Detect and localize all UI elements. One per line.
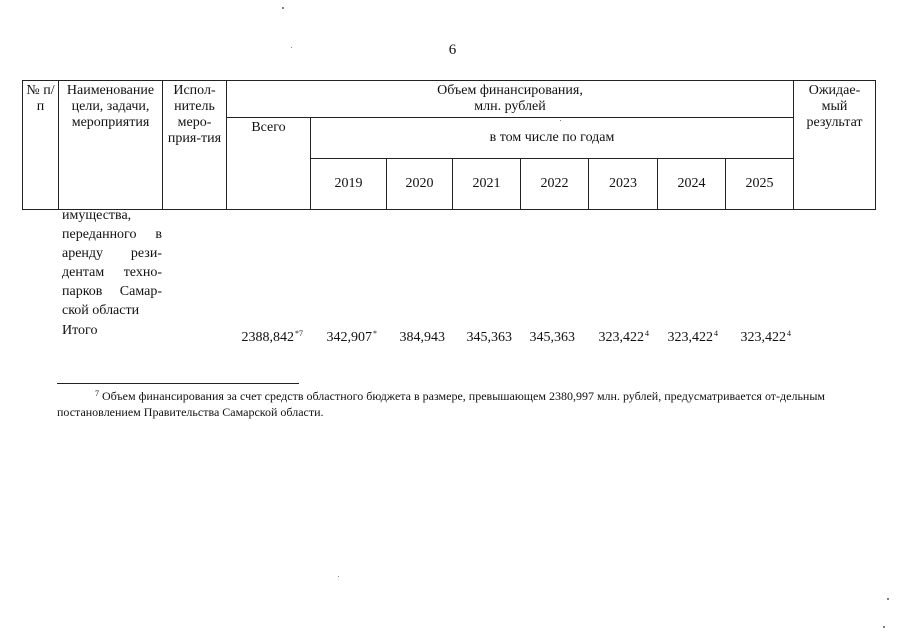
footnote-text: Объем финансирования за счет средств областного бюджета в размере, превышающем 2380,997 млн. рублей, предусматривается от-дельным постановлением Правительства Самарской области. [57, 389, 825, 419]
header-result: Ожидае-мый результат [794, 81, 876, 210]
value-mark: *7 [295, 329, 303, 338]
header-funding [227, 81, 794, 118]
year-2020: 2020 [387, 159, 453, 210]
value-text: 323,422 [598, 330, 644, 345]
scan-speck [883, 626, 885, 628]
value-2024 [668, 329, 719, 346]
footnote-mark: 7 [95, 389, 99, 398]
scan-speck [282, 7, 284, 9]
value-text: 345,363 [466, 330, 512, 345]
value-text: 323,422 [667, 330, 713, 345]
footnote-divider [57, 383, 299, 384]
value-2020 [400, 329, 447, 346]
header-funding-label: Объем финансирования, млн. рублей [437, 83, 583, 114]
value-mark: 4 [714, 329, 718, 338]
value-text: 384,943 [399, 330, 445, 345]
header-total: Всего [227, 118, 311, 210]
value-text: 323,422 [740, 330, 786, 345]
year-2025: 2025 [726, 159, 794, 210]
header-num: № п/п [23, 81, 59, 210]
scan-speck [338, 576, 339, 577]
header-name: Наименование цели, задачи, мероприятия [59, 81, 163, 210]
value-2021 [467, 329, 514, 346]
header-executor: Испол-нитель меро-прия-тия [163, 81, 227, 210]
header-by-years: в том числе по годам [311, 118, 794, 159]
value-2019 [327, 329, 378, 346]
scan-speck [291, 47, 292, 48]
total-row-label: Итого [62, 323, 98, 338]
value-mark: 4 [645, 329, 649, 338]
value-mark: 4 [787, 329, 791, 338]
year-2022: 2022 [521, 159, 589, 210]
value-2022 [530, 329, 577, 346]
value-total [242, 329, 304, 346]
value-text: 345,363 [529, 330, 575, 345]
value-2025 [741, 329, 792, 346]
year-2019: 2019 [311, 159, 387, 210]
year-2024: 2024 [658, 159, 726, 210]
value-mark: * [373, 329, 377, 338]
value-text: 2388,842 [241, 330, 294, 345]
activity-description: имущества, переданного в аренду рези-дентам техно-парков Самар-ской области [62, 208, 162, 318]
scan-speck [887, 598, 889, 600]
year-2021: 2021 [453, 159, 521, 210]
year-2023: 2023 [589, 159, 658, 210]
value-2023 [599, 329, 650, 346]
footnote [57, 386, 850, 420]
page-number: 6 [448, 42, 457, 58]
financing-table [22, 80, 876, 210]
value-text: 342,907 [326, 330, 372, 345]
scan-speck [560, 120, 561, 121]
